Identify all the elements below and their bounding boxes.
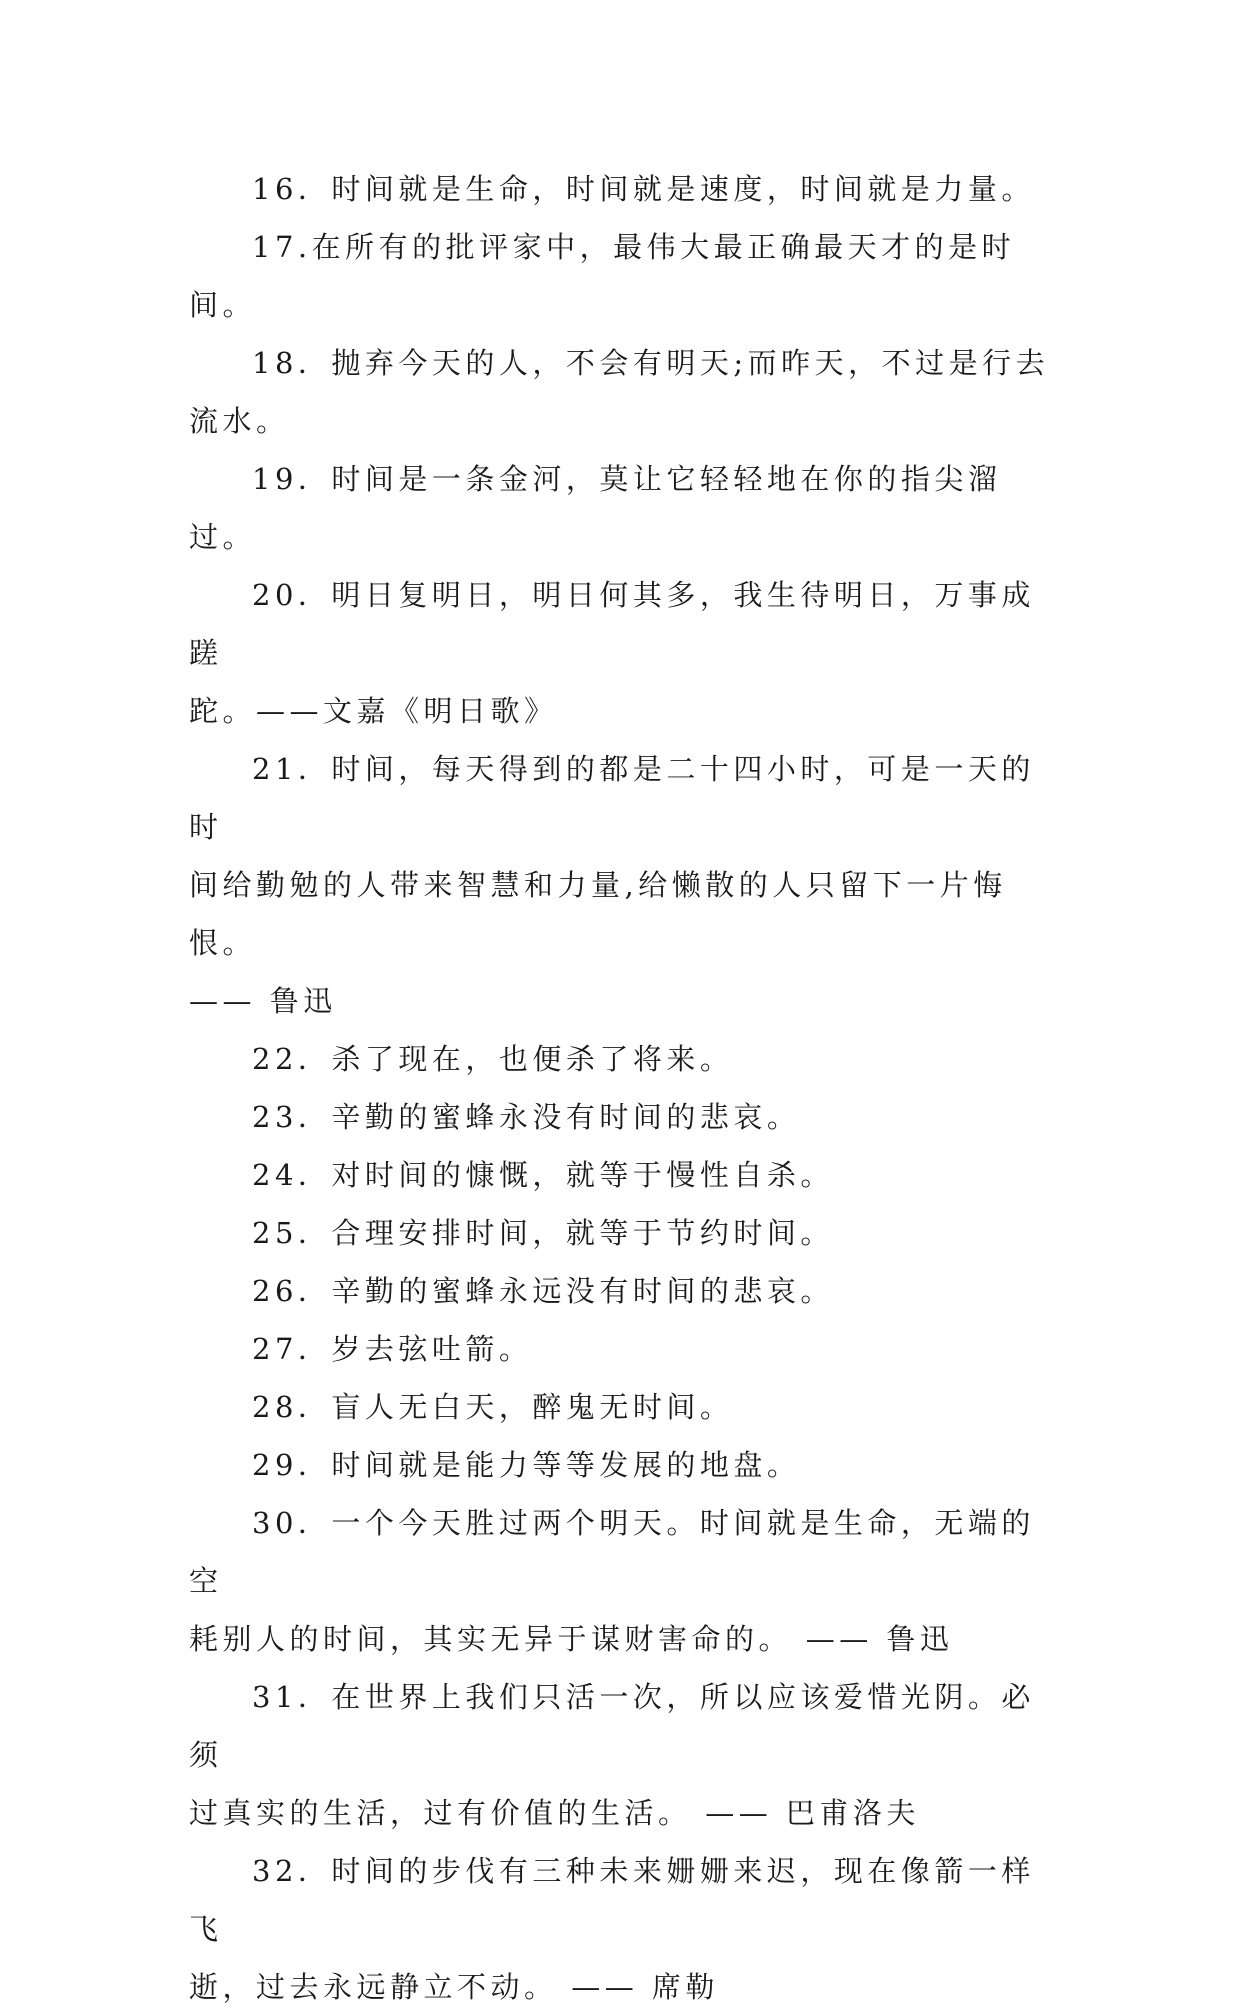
line: 16．时间就是生命，时间就是速度，时间就是力量。 <box>252 172 1035 206</box>
quote-29 <box>189 1436 1059 1494</box>
quote-21 <box>189 740 1059 1030</box>
quote-32 <box>189 1842 1059 2016</box>
line: 28．盲人无白天，醉鬼无时间。 <box>252 1390 734 1424</box>
quote-22 <box>189 1030 1059 1088</box>
line: 31．在世界上我们只活一次，所以应该爱惜光阴。必须 <box>189 1680 1035 1772</box>
quote-30 <box>189 1494 1059 1668</box>
line: 30．一个今天胜过两个明天。时间就是生命，无端的空 <box>189 1506 1035 1598</box>
line: 17.在所有的批评家中，最伟大最正确最天才的是时间。 <box>189 230 1016 322</box>
line: 32．时间的步伐有三种未来姗姗来迟，现在像箭一样飞 <box>189 1854 1035 1946</box>
line: 23．辛勤的蜜蜂永没有时间的悲哀。 <box>252 1100 801 1134</box>
line: 耗别人的时间，其实无异于谋财害命的。 —— 鲁迅 <box>189 1622 954 1656</box>
quote-26 <box>189 1262 1059 1320</box>
line: 27．岁去弦吐箭。 <box>252 1332 533 1366</box>
line: 21．时间，每天得到的都是二十四小时，可是一天的时 <box>189 752 1035 844</box>
quote-27 <box>189 1320 1059 1378</box>
quote-25 <box>189 1204 1059 1262</box>
quote-28 <box>189 1378 1059 1436</box>
line: 间给勤勉的人带来智慧和力量,给懒散的人只留下一片悔恨。 <box>189 868 1007 960</box>
line: 跎。——文嘉《明日歌》 <box>189 694 558 728</box>
quote-19 <box>189 450 1059 566</box>
quote-20 <box>189 566 1059 740</box>
line: —— 鲁迅 <box>189 984 337 1018</box>
line: 19．时间是一条金河，莫让它轻轻地在你的指尖溜过。 <box>189 462 1002 554</box>
line: 29．时间就是能力等等发展的地盘。 <box>252 1448 801 1482</box>
line: 22．杀了现在，也便杀了将来。 <box>252 1042 734 1076</box>
line: 25．合理安排时间，就等于节约时间。 <box>252 1216 834 1250</box>
quote-list <box>189 160 1059 2016</box>
line: 18．抛弃今天的人，不会有明天;而昨天，不过是行去 <box>252 346 1050 380</box>
quote-23 <box>189 1088 1059 1146</box>
line: 20．明日复明日，明日何其多，我生待明日，万事成蹉 <box>189 578 1035 670</box>
line: 过真实的生活，过有价值的生活。 —— 巴甫洛夫 <box>189 1796 920 1830</box>
quote-18 <box>189 334 1059 450</box>
quote-24 <box>189 1146 1059 1204</box>
quote-17 <box>189 218 1059 334</box>
line: 流水。 <box>189 404 290 438</box>
quote-16 <box>189 160 1059 218</box>
line: 逝，过去永远静立不动。 —— 席勒 <box>189 1970 719 2004</box>
line: 26．辛勤的蜜蜂永远没有时间的悲哀。 <box>252 1274 834 1308</box>
line: 24．对时间的慷慨，就等于慢性自杀。 <box>252 1158 834 1192</box>
quote-31 <box>189 1668 1059 1842</box>
